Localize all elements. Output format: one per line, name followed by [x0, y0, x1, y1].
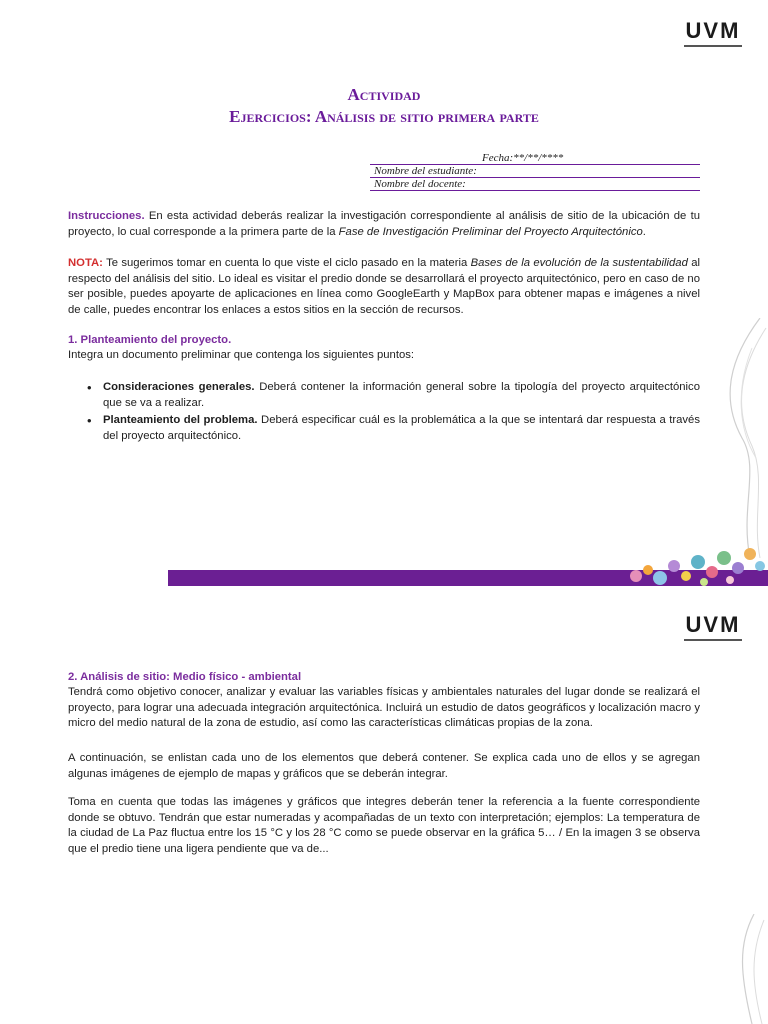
logo-underline: [684, 639, 742, 641]
section1-intro: Integra un documento preliminar que contenga los siguientes puntos:: [68, 349, 415, 361]
form-fields: [370, 152, 700, 191]
section1-heading: 1. Planteamiento del proyecto.: [68, 334, 232, 346]
note-italic: Bases de la evolución de la sustentabilidad: [470, 257, 688, 269]
note-text-2: al respecto del análisis del sitio. Lo ideal es visitar el predio donde se desarrollará el proyecto arquitectónico, pero en caso de no ser posible, puedes apoyarte de aplicaciones en línea como GoogleEarth y MapBox para obtener mapas e imágenes a nivel de calle, puedes encontrar los enlaces a estos sitios en la sección de recursos.: [68, 257, 700, 316]
teacher-name-field[interactable]: Nombre del docente:: [370, 178, 700, 191]
title-exercise: Ejercicios: Análisis de sitio primera parte: [229, 107, 539, 126]
decorative-swirl: [700, 318, 768, 558]
instructions-text: En esta actividad deberás realizar la investigación correspondiente al análisis de sitio de la ubicación de tu proyecto, lo cual corresponde a la primera parte de la: [68, 210, 700, 238]
flower-decoration-icon: [620, 536, 768, 592]
logo-underline: [684, 45, 742, 47]
date-field[interactable]: Fecha:**/**/****: [370, 152, 700, 165]
list-item: [84, 380, 700, 411]
uvm-logo: [684, 20, 742, 47]
uvm-logo: [684, 614, 742, 641]
student-name-field[interactable]: Nombre del estudiante:: [370, 165, 700, 178]
list-item: [84, 413, 700, 444]
title-activity: Actividad: [347, 85, 421, 104]
instructions-paragraph: [68, 209, 700, 240]
instructions-label: Instrucciones.: [68, 210, 145, 222]
section2-paragraph-2: A continuación, se enlistan cada uno de los elementos que deberá contener. Se explica cada uno de ellos y se agregan algunas imágenes de ejemplo de mapas y gráficos que se deberán integrar.: [68, 752, 700, 780]
section1-bullet-list: [84, 380, 700, 446]
section2-paragraph-3: Toma en cuenta que todas las imágenes y gráficos que integres deberán tener la referencia a la fuente correspondiente donde se obtuvo. Tendrán que estar numeradas y acompañadas de un texto con interpretación; ejemplos: La temperatura de la ciudad de La Paz fluctua entre los 15 °C y los 28 °C como se puede observar en la gráfica 5… / En la imagen 3 se observa que el predio tiene una ligera pendiente que va de...: [68, 796, 700, 855]
note-text-1: Te sugerimos tomar en cuenta lo que viste el ciclo pasado en la materia: [102, 257, 471, 269]
bullet-text: Deberá contener la información general sobre la tipología del proyecto arquitectónico que se va a realizar.: [103, 381, 700, 409]
decorative-swirl: [724, 914, 768, 1024]
bullet-bold-label: Planteamiento del problema.: [103, 414, 258, 426]
section2-heading: 2. Análisis de sitio: Medio físico - ambiental: [68, 671, 302, 683]
instructions-end: .: [642, 225, 646, 238]
logo-text: UVM: [685, 612, 741, 637]
logo-text: UVM: [685, 18, 741, 43]
bullet-bold-label: Consideraciones generales.: [103, 381, 255, 393]
section2-paragraph-1: Tendrá como objetivo conocer, analizar y evaluar las variables físicas y ambientales naturales del lugar donde se realizará el proyecto, para lograr una adecuada integración arquitectónica. Incluirá un estudio de datos geográficos y localización macro y micro del medio natural de la zona de estudio, así como las características climáticas propias de la zona.: [68, 686, 700, 729]
document-page-2: [0, 596, 768, 1024]
bullet-text: Deberá especificar cuál es la problemática a la que se intentará dar respuesta a través del proyecto arquitectónico.: [103, 414, 700, 442]
instructions-italic: Fase de Investigación Preliminar del Proyecto Arquitectónico: [338, 225, 643, 238]
note-paragraph: [68, 256, 700, 318]
document-title: [0, 84, 768, 128]
note-label: NOTA:: [68, 257, 103, 269]
